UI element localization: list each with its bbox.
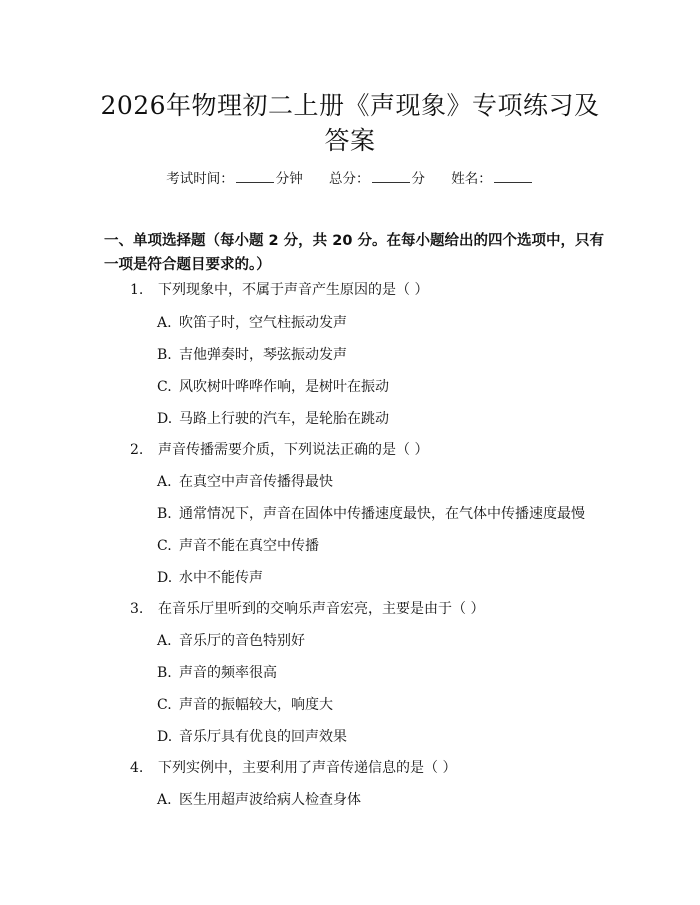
option-text: 声音的频率很高 xyxy=(179,665,277,681)
total-score-blank xyxy=(372,169,410,183)
option-text: 音乐厅的音色特别好 xyxy=(179,633,305,649)
option-letter: D. xyxy=(157,729,173,745)
option-letter: D. xyxy=(157,411,173,427)
option-text: 通常情况下，声音在固体中传播速度最快，在气体中传播速度最慢 xyxy=(179,506,585,522)
question-3-option-b xyxy=(157,663,277,683)
name-label: 姓名： xyxy=(451,171,492,187)
name-blank xyxy=(494,169,532,183)
question-2-option-d xyxy=(157,568,263,588)
option-letter: A. xyxy=(157,633,172,649)
section-heading: 一、单项选择题（每小题 2 分，共 20 分。在每小题给出的四个选项中，只有一项是符合题目要求的。） xyxy=(104,233,604,273)
option-text: 音乐厅具有优良的回声效果 xyxy=(179,729,347,745)
question-text: 下列实例中，主要利用了声音传递信息的是（ ） xyxy=(158,760,457,776)
question-3-option-a xyxy=(157,631,305,651)
question-number: 4. xyxy=(130,760,144,776)
question-3-option-c xyxy=(157,695,333,715)
question-2-option-b xyxy=(157,504,585,524)
option-letter: D. xyxy=(157,570,173,586)
exam-time-unit: 分钟 xyxy=(275,171,303,187)
option-letter: A. xyxy=(157,792,172,808)
question-1-option-b xyxy=(157,345,347,365)
total-score-label: 总分： xyxy=(329,171,370,187)
question-text: 在音乐厅里听到的交响乐声音宏亮，主要是由于（ ） xyxy=(158,601,485,617)
option-text: 吹笛子时，空气柱振动发声 xyxy=(179,315,347,331)
option-letter: B. xyxy=(157,506,172,522)
option-letter: C. xyxy=(157,697,172,713)
question-2-option-c xyxy=(157,536,319,556)
question-1-option-a xyxy=(157,313,347,333)
question-text: 下列现象中，不属于声音产生原因的是（ ） xyxy=(158,282,429,298)
question-4-option-a xyxy=(157,790,361,810)
option-text: 声音不能在真空中传播 xyxy=(179,538,319,554)
option-letter: B. xyxy=(157,347,172,363)
exam-time-field xyxy=(166,169,303,189)
total-score-field xyxy=(329,169,425,189)
exam-time-label: 考试时间： xyxy=(166,171,234,187)
option-text: 马路上行驶的汽车，是轮胎在跳动 xyxy=(179,411,389,427)
total-score-unit: 分 xyxy=(411,171,425,187)
question-2 xyxy=(130,440,428,460)
option-letter: C. xyxy=(157,538,172,554)
exam-meta-line xyxy=(0,169,700,189)
option-text: 在真空中声音传播得最快 xyxy=(179,474,333,490)
option-letter: B. xyxy=(157,665,172,681)
question-text: 声音传播需要介质，下列说法正确的是（ ） xyxy=(158,442,429,458)
question-4 xyxy=(130,758,456,778)
exam-time-blank xyxy=(236,169,274,183)
question-number: 2. xyxy=(130,442,144,458)
question-1 xyxy=(130,280,428,300)
option-text: 吉他弹奏时，琴弦振动发声 xyxy=(179,347,347,363)
name-field xyxy=(451,169,534,189)
question-3-option-d xyxy=(157,727,347,747)
question-1-option-d xyxy=(157,409,389,429)
question-number: 1. xyxy=(130,282,144,298)
option-letter: C. xyxy=(157,379,172,395)
question-number: 3. xyxy=(130,601,144,617)
option-text: 水中不能传声 xyxy=(179,570,263,586)
document-title: 2026年物理初二上册《声现象》专项练习及答案 xyxy=(100,91,600,155)
question-2-option-a xyxy=(157,472,333,492)
option-letter: A. xyxy=(157,474,172,490)
option-text: 风吹树叶哗哗作响，是树叶在振动 xyxy=(179,379,389,395)
question-3 xyxy=(130,599,484,619)
option-text: 声音的振幅较大，响度大 xyxy=(179,697,333,713)
option-text: 医生用超声波给病人检查身体 xyxy=(179,792,361,808)
question-1-option-c xyxy=(157,377,389,397)
option-letter: A. xyxy=(157,315,172,331)
